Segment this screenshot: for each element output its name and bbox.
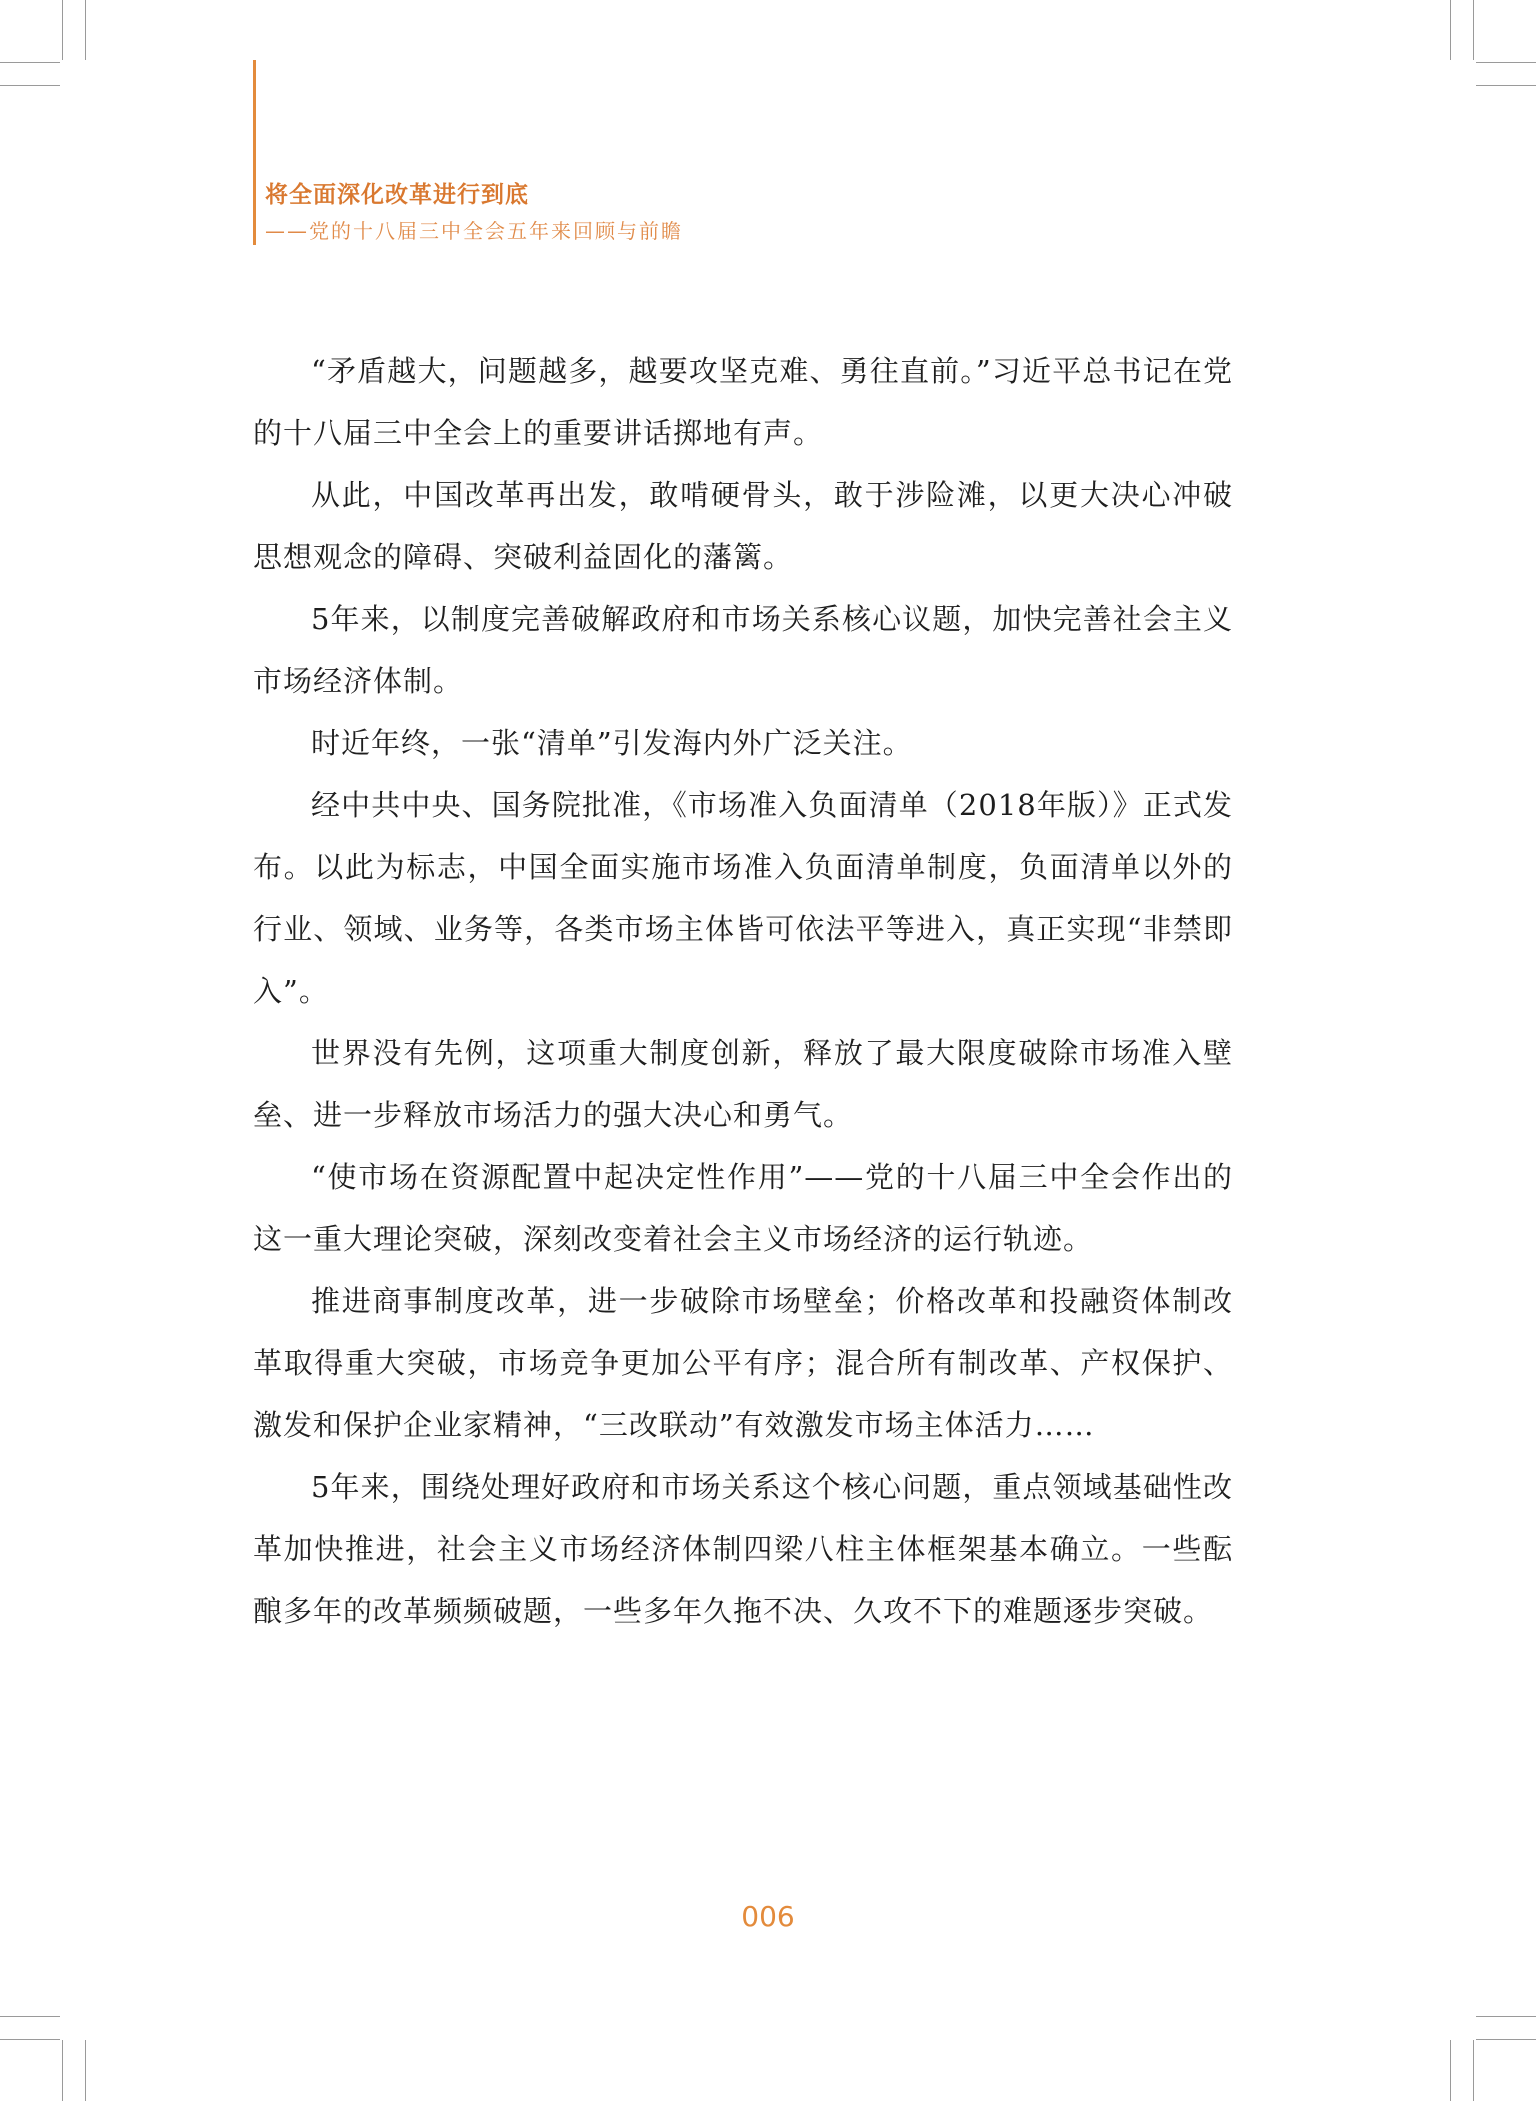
crop-mark — [1473, 0, 1474, 60]
paragraph: 世界没有先例，这项重大制度创新，释放了最大限度破除市场准入壁垒、进一步释放市场活力的强大决心和勇气。 — [253, 1036, 1233, 1132]
paragraph: 经中共中央、国务院批准，《市场准入负面清单（2018年版）》正式发布。以此为标志，中国全面实施市场准入负面清单制度，负面清单以外的行业、领域、业务等，各类市场主体皆可依法平等进入，真正实现“非禁即入”。 — [253, 788, 1233, 1008]
paragraph: 5年来，以制度完善破解政府和市场关系核心议题，加快完善社会主义市场经济体制。 — [253, 602, 1233, 698]
crop-mark — [0, 85, 60, 86]
body-text — [253, 340, 1233, 1642]
paragraph: “使市场在资源配置中起决定性作用”——党的十八届三中全会作出的这一重大理论突破，深刻改变着社会主义市场经济的运行轨迹。 — [253, 1160, 1233, 1256]
crop-mark — [0, 62, 60, 63]
crop-mark — [62, 2040, 63, 2101]
paragraph: 时近年终，一张“清单”引发海内外广泛关注。 — [311, 726, 913, 760]
running-head-rule — [253, 60, 256, 245]
crop-mark — [0, 2039, 60, 2040]
crop-mark — [1476, 2016, 1536, 2017]
crop-mark — [1476, 85, 1536, 86]
running-head — [253, 60, 953, 245]
paragraph: 5年来，围绕处理好政府和市场关系这个核心问题，重点领域基础性改革加快推进，社会主义市场经济体制四梁八柱主体框架基本确立。一些酝酿多年的改革频频破题，一些多年久拖不决、久攻不下的难题逐步突破。 — [253, 1470, 1233, 1628]
paragraph: 推进商事制度改革，进一步破除市场壁垒；价格改革和投融资体制改革取得重大突破，市场竞争更加公平有序；混合所有制改革、产权保护、激发和保护企业家精神，“三改联动”有效激发市场主体活力…… — [253, 1284, 1233, 1442]
crop-mark — [1476, 62, 1536, 63]
crop-mark — [85, 0, 86, 60]
crop-mark — [1476, 2039, 1536, 2040]
crop-mark — [0, 2016, 60, 2017]
running-head-subtitle: ——党的十八届三中全会五年来回顾与前瞻 — [265, 219, 683, 243]
paragraph: 从此，中国改革再出发，敢啃硬骨头，敢于涉险滩，以更大决心冲破思想观念的障碍、突破利益固化的藩篱。 — [253, 478, 1233, 574]
running-head-title: 将全面深化改革进行到底 — [265, 182, 529, 208]
crop-mark — [62, 0, 63, 60]
paragraph: “矛盾越大，问题越多，越要攻坚克难、勇往直前。”习近平总书记在党的十八届三中全会上的重要讲话掷地有声。 — [253, 354, 1233, 450]
crop-mark — [1450, 0, 1451, 60]
page-number: 006 — [741, 1900, 795, 1933]
crop-mark — [1450, 2040, 1451, 2101]
crop-mark — [85, 2040, 86, 2101]
crop-mark — [1473, 2040, 1474, 2101]
